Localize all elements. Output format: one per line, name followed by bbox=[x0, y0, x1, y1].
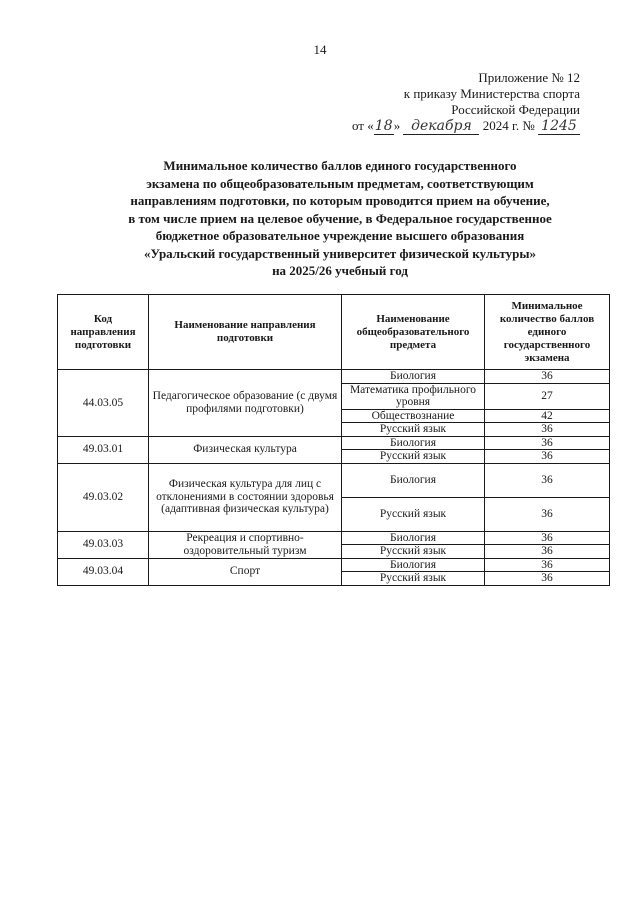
document-title bbox=[80, 157, 600, 280]
table-row bbox=[58, 558, 610, 572]
cell-subject: Биология bbox=[342, 531, 485, 545]
title-line: бюджетное образовательное учреждение высшего образования bbox=[155, 228, 525, 243]
header-subject: Наименование общеобразовательного предмета bbox=[342, 295, 485, 370]
table-header-row bbox=[58, 295, 610, 370]
cell-score: 42 bbox=[485, 409, 610, 423]
cell-subject: Русский язык bbox=[342, 497, 485, 531]
header-score: Минимальное количество баллов единого государственного экзамена bbox=[485, 295, 610, 370]
title-line: направлениям подготовки, по которым проводится прием на обучение, bbox=[130, 193, 550, 208]
cell-direction: Физическая культура для лиц с отклонениями в состоянии здоровья (адаптивная физическая культура) bbox=[149, 463, 342, 531]
cell-score: 36 bbox=[485, 436, 610, 450]
cell-code: 49.03.03 bbox=[58, 531, 149, 558]
table-row bbox=[58, 436, 610, 450]
cell-code: 44.03.05 bbox=[58, 370, 149, 437]
header-code: Код направления подготовки bbox=[58, 295, 149, 370]
cell-subject: Обществознание bbox=[342, 409, 485, 423]
cell-subject: Математика профильного уровня bbox=[342, 383, 485, 409]
cell-subject: Биология bbox=[342, 370, 485, 384]
cell-score: 36 bbox=[485, 572, 610, 586]
cell-score: 36 bbox=[485, 423, 610, 437]
date-month: декабря bbox=[403, 118, 479, 135]
cell-code: 49.03.01 bbox=[58, 436, 149, 463]
appendix-ministry: Российской Федерации bbox=[451, 102, 580, 117]
cell-score: 36 bbox=[485, 545, 610, 559]
cell-score: 36 bbox=[485, 558, 610, 572]
cell-subject: Русский язык bbox=[342, 450, 485, 464]
page-number: 14 bbox=[313, 42, 327, 57]
cell-score: 36 bbox=[485, 370, 610, 384]
cell-subject: Русский язык bbox=[342, 545, 485, 559]
cell-score: 36 bbox=[485, 450, 610, 464]
cell-direction: Рекреация и спортивно-оздоровительный туризм bbox=[149, 531, 342, 558]
date-prefix: от « bbox=[351, 118, 374, 133]
cell-code: 49.03.02 bbox=[58, 463, 149, 531]
table-row bbox=[58, 463, 610, 497]
order-number: 1245 bbox=[538, 118, 580, 135]
date-day: 18 bbox=[374, 118, 393, 134]
cell-direction: Педагогическое образование (с двумя профилями подготовки) bbox=[149, 370, 342, 437]
cell-subject: Биология bbox=[342, 436, 485, 450]
title-line: «Уральский государственный университет физической культуры» bbox=[143, 245, 537, 261]
date-day-suffix: » bbox=[393, 118, 401, 133]
title-line: Минимальное количество баллов единого государственного bbox=[163, 158, 517, 173]
appendix-order: к приказу Министерства спорта bbox=[403, 86, 580, 101]
header-direction: Наименование направления подготовки bbox=[149, 295, 342, 370]
cell-subject: Русский язык bbox=[342, 423, 485, 437]
cell-subject: Биология bbox=[342, 558, 485, 572]
cell-subject: Биология bbox=[342, 463, 485, 497]
cell-score: 36 bbox=[485, 531, 610, 545]
cell-code: 49.03.04 bbox=[58, 558, 149, 585]
appendix-block bbox=[330, 70, 580, 135]
appendix-title: Приложение № 12 bbox=[478, 70, 580, 85]
title-line: на 2025/26 учебный год bbox=[272, 263, 408, 278]
table-row bbox=[58, 370, 610, 384]
appendix-date-line bbox=[330, 118, 580, 135]
scores-table bbox=[57, 294, 610, 586]
cell-direction: Физическая культура bbox=[149, 436, 342, 463]
title-line: в том числе прием на целевое обучение, в Федеральное государственное bbox=[128, 210, 552, 226]
date-year: 2024 г. № bbox=[482, 118, 535, 133]
cell-score: 36 bbox=[485, 497, 610, 531]
table-row bbox=[58, 531, 610, 545]
title-line: экзамена по общеобразовательным предметам, соответствующим bbox=[146, 175, 534, 191]
cell-score: 27 bbox=[485, 383, 610, 409]
cell-score: 36 bbox=[485, 463, 610, 497]
cell-direction: Спорт bbox=[149, 558, 342, 585]
cell-subject: Русский язык bbox=[342, 572, 485, 586]
